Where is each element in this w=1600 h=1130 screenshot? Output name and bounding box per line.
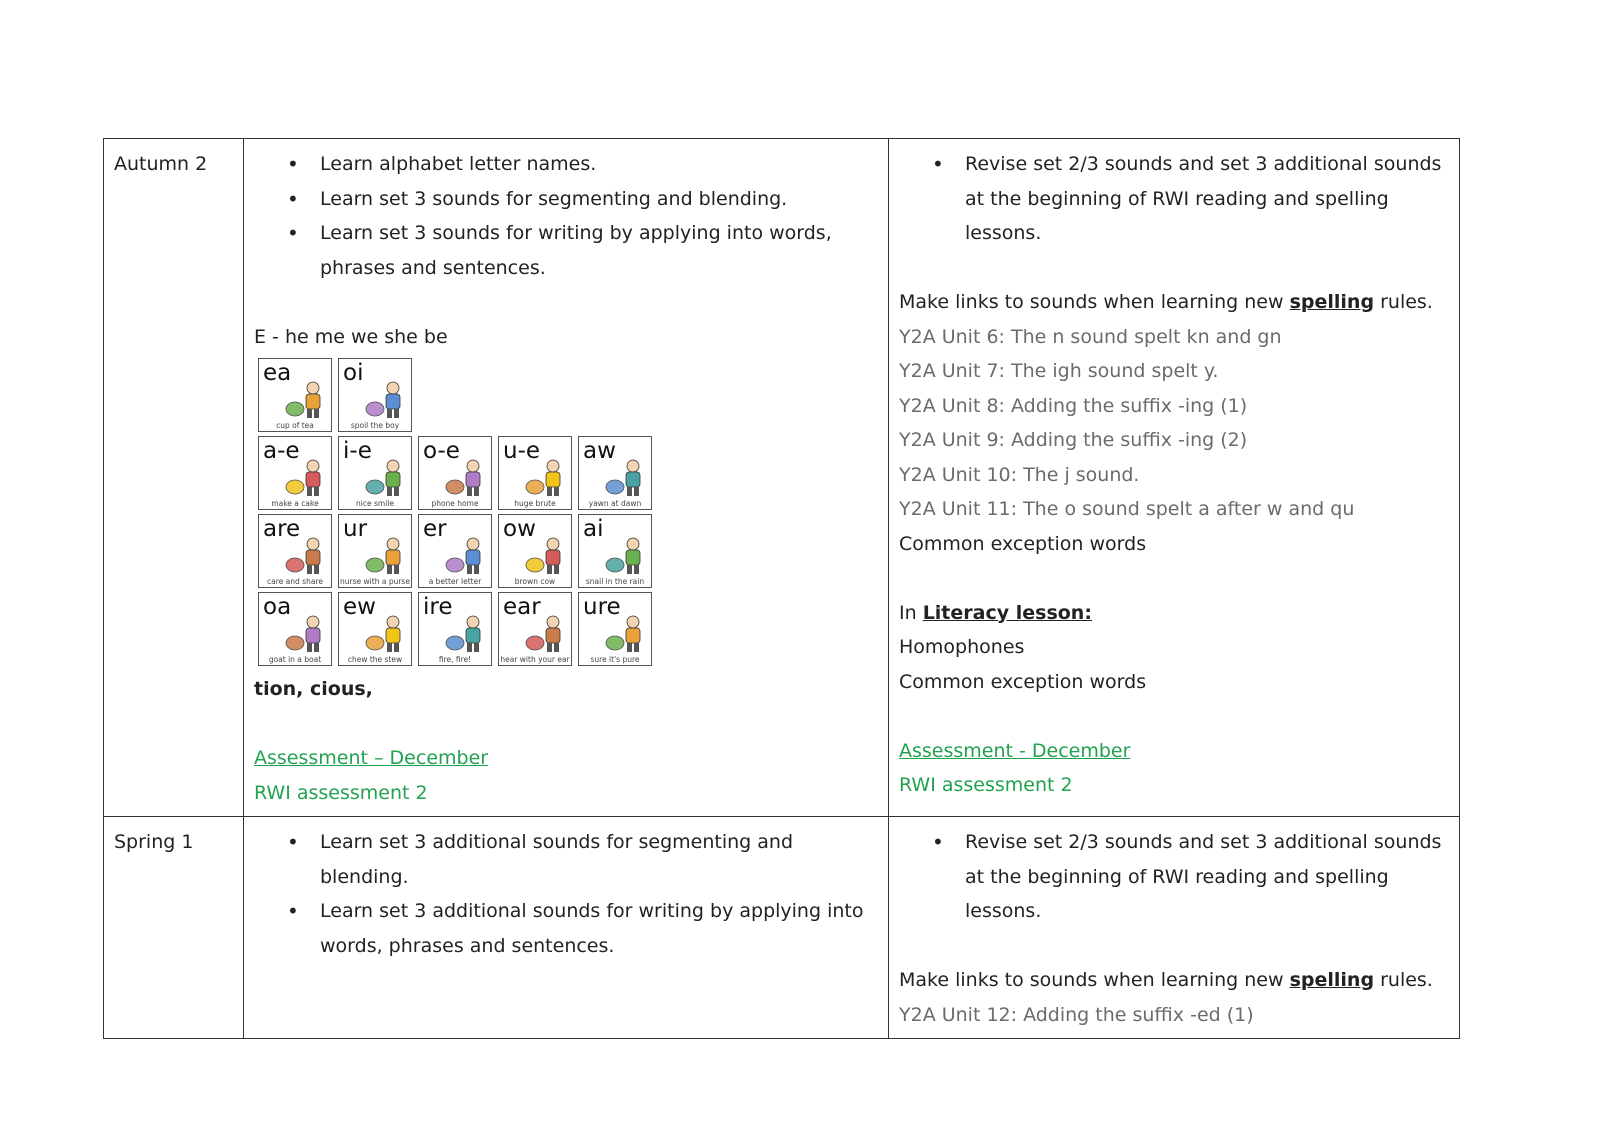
sound-caption: spoil the boy <box>350 421 400 430</box>
sound-caption: fire, fire! <box>438 655 472 664</box>
sound-card-grid <box>258 358 654 666</box>
sound-caption: phone home <box>431 499 479 508</box>
sound-grapheme: ew <box>343 594 376 620</box>
sound-grapheme: a-e <box>263 438 300 464</box>
list-item: • Learn alphabet letter names. <box>320 147 878 182</box>
assessment-text: RWI assessment 2 <box>899 774 1073 796</box>
list-item: • Learn set 3 sounds for writing by applying into words, phrases and sentences. <box>320 216 878 285</box>
exception-words: Common exception words <box>899 532 1147 555</box>
sound-illustration-icon <box>443 457 487 497</box>
sound-grapheme: are <box>263 516 301 542</box>
links-text-bold: spelling <box>1289 291 1375 313</box>
sound-caption: goat in a boat <box>268 655 322 664</box>
sound-grapheme: ai <box>583 516 604 542</box>
sound-illustration-icon <box>523 457 567 497</box>
assessment-heading: Assessment – December <box>254 747 489 769</box>
sound-card <box>338 592 412 666</box>
sound-grapheme: er <box>423 516 447 542</box>
literacy-prefix: In <box>899 601 923 624</box>
sound-illustration-icon <box>443 613 487 653</box>
sound-grapheme: ur <box>343 516 368 542</box>
bullet-list <box>254 825 878 963</box>
sound-caption: cup of tea <box>276 421 314 430</box>
sound-card <box>418 514 492 588</box>
sound-card <box>338 514 412 588</box>
sound-illustration-icon <box>363 535 407 575</box>
unit-item: Y2A Unit 6: The n sound spelt kn and gn <box>899 325 1282 348</box>
links-text <box>899 285 1449 320</box>
grid-spacer <box>498 358 572 432</box>
sound-illustration-icon <box>283 457 327 497</box>
example-words: E - he me we she be <box>254 325 448 348</box>
list-item: • Learn set 3 sounds for segmenting and blending. <box>320 182 878 217</box>
term-cell <box>104 817 244 1039</box>
literacy-item: Common exception words <box>899 670 1147 693</box>
sound-card <box>258 514 332 588</box>
sound-card <box>418 592 492 666</box>
sound-card <box>258 358 332 432</box>
spelling-cell <box>889 817 1460 1039</box>
spelling-cell <box>889 139 1460 817</box>
list-item: • Learn set 3 additional sounds for segmenting and blending. <box>320 825 878 894</box>
sound-caption: make a cake <box>271 499 319 508</box>
sound-caption: huge brute <box>514 499 556 508</box>
literacy-heading <box>899 596 1449 631</box>
unit-item: Y2A Unit 9: Adding the suffix -ing (2) <box>899 429 1248 451</box>
sound-grapheme: i-e <box>343 438 372 464</box>
sound-caption: sure it's pure <box>590 655 640 664</box>
unit-item: Y2A Unit 10: The j sound. <box>899 463 1140 486</box>
unit-item: Y2A Unit 11: The o sound spelt a after w and qu <box>899 498 1355 520</box>
sound-grapheme: ure <box>583 594 621 620</box>
sound-card <box>258 592 332 666</box>
sound-caption: chew the stew <box>347 655 403 664</box>
sound-card <box>498 436 572 510</box>
curriculum-table <box>103 138 1460 1039</box>
sound-card <box>338 358 412 432</box>
sound-grapheme: ear <box>503 594 541 620</box>
sound-illustration-icon <box>283 379 327 419</box>
sound-grapheme: ow <box>503 516 536 542</box>
bullet-list <box>899 825 1449 929</box>
sound-card <box>258 436 332 510</box>
reading-cell <box>244 139 889 817</box>
sound-grapheme: aw <box>583 438 616 464</box>
sound-illustration-icon <box>363 379 407 419</box>
unit-item: Y2A Unit 7: The igh sound spelt y. <box>899 360 1219 382</box>
table-row-autumn-2 <box>104 139 1460 817</box>
sound-grapheme: o-e <box>423 438 460 464</box>
sound-caption: brown cow <box>514 577 556 586</box>
grid-spacer <box>418 358 492 432</box>
table-row-spring-1 <box>104 817 1460 1039</box>
bullet-list <box>899 147 1449 251</box>
sound-illustration-icon <box>603 457 647 497</box>
links-text-start: Make links to sounds when learning new <box>899 969 1290 991</box>
unit-item: Y2A Unit 8: Adding the suffix -ing (1) <box>899 394 1248 417</box>
sound-grapheme: ire <box>423 594 453 620</box>
links-text-end: rules. <box>1374 291 1433 313</box>
reading-cell <box>244 817 889 1039</box>
links-text <box>899 963 1449 998</box>
sound-card <box>578 514 652 588</box>
sound-card <box>498 514 572 588</box>
links-text-bold: spelling <box>1289 969 1375 991</box>
sound-card <box>338 436 412 510</box>
links-text-start: Make links to sounds when learning new <box>899 291 1290 313</box>
list-item: • Learn set 3 additional sounds for writing by applying into words, phrases and sentences. <box>320 894 878 963</box>
sound-grapheme: u-e <box>503 438 541 464</box>
links-text-end: rules. <box>1374 969 1433 991</box>
suffix-list: tion, cious, <box>254 678 373 700</box>
sound-illustration-icon <box>363 457 407 497</box>
sound-illustration-icon <box>523 613 567 653</box>
sound-caption: nice smile <box>356 499 394 508</box>
list-item: • Revise set 2/3 sounds and set 3 additional sounds at the beginning of RWI reading and spelling lessons. <box>965 825 1449 929</box>
assessment-heading: Assessment - December <box>899 739 1131 762</box>
term-label: Autumn 2 <box>114 153 208 175</box>
sound-illustration-icon <box>443 535 487 575</box>
literacy-lesson-label: Literacy lesson: <box>922 601 1092 624</box>
sound-card <box>498 592 572 666</box>
sound-illustration-icon <box>283 535 327 575</box>
sound-grapheme: oa <box>263 594 292 620</box>
sound-caption: nurse with a purse <box>340 577 410 586</box>
sound-illustration-icon <box>363 613 407 653</box>
literacy-item: Homophones <box>899 636 1025 658</box>
sound-grapheme: ea <box>263 360 292 386</box>
sound-illustration-icon <box>603 535 647 575</box>
sound-caption: a better letter <box>428 577 482 586</box>
sound-illustration-icon <box>603 613 647 653</box>
sound-illustration-icon <box>523 535 567 575</box>
sound-caption: yawn at dawn <box>588 499 642 508</box>
term-label: Spring 1 <box>114 831 194 853</box>
sound-card <box>578 592 652 666</box>
sound-card <box>578 436 652 510</box>
bullet-list <box>254 147 878 285</box>
term-cell <box>104 139 244 817</box>
unit-item: Y2A Unit 12: Adding the suffix -ed (1) <box>899 1003 1254 1026</box>
assessment-text: RWI assessment 2 <box>254 781 428 804</box>
sound-caption: snail in the rain <box>585 577 645 586</box>
sound-caption: care and share <box>267 577 323 586</box>
list-item: • Revise set 2/3 sounds and set 3 additional sounds at the beginning of RWI reading and spelling lessons. <box>965 147 1449 251</box>
sound-caption: hear with your ear <box>500 655 570 664</box>
sound-grapheme: oi <box>343 360 364 386</box>
sound-illustration-icon <box>283 613 327 653</box>
sound-card <box>418 436 492 510</box>
grid-spacer <box>578 358 652 432</box>
